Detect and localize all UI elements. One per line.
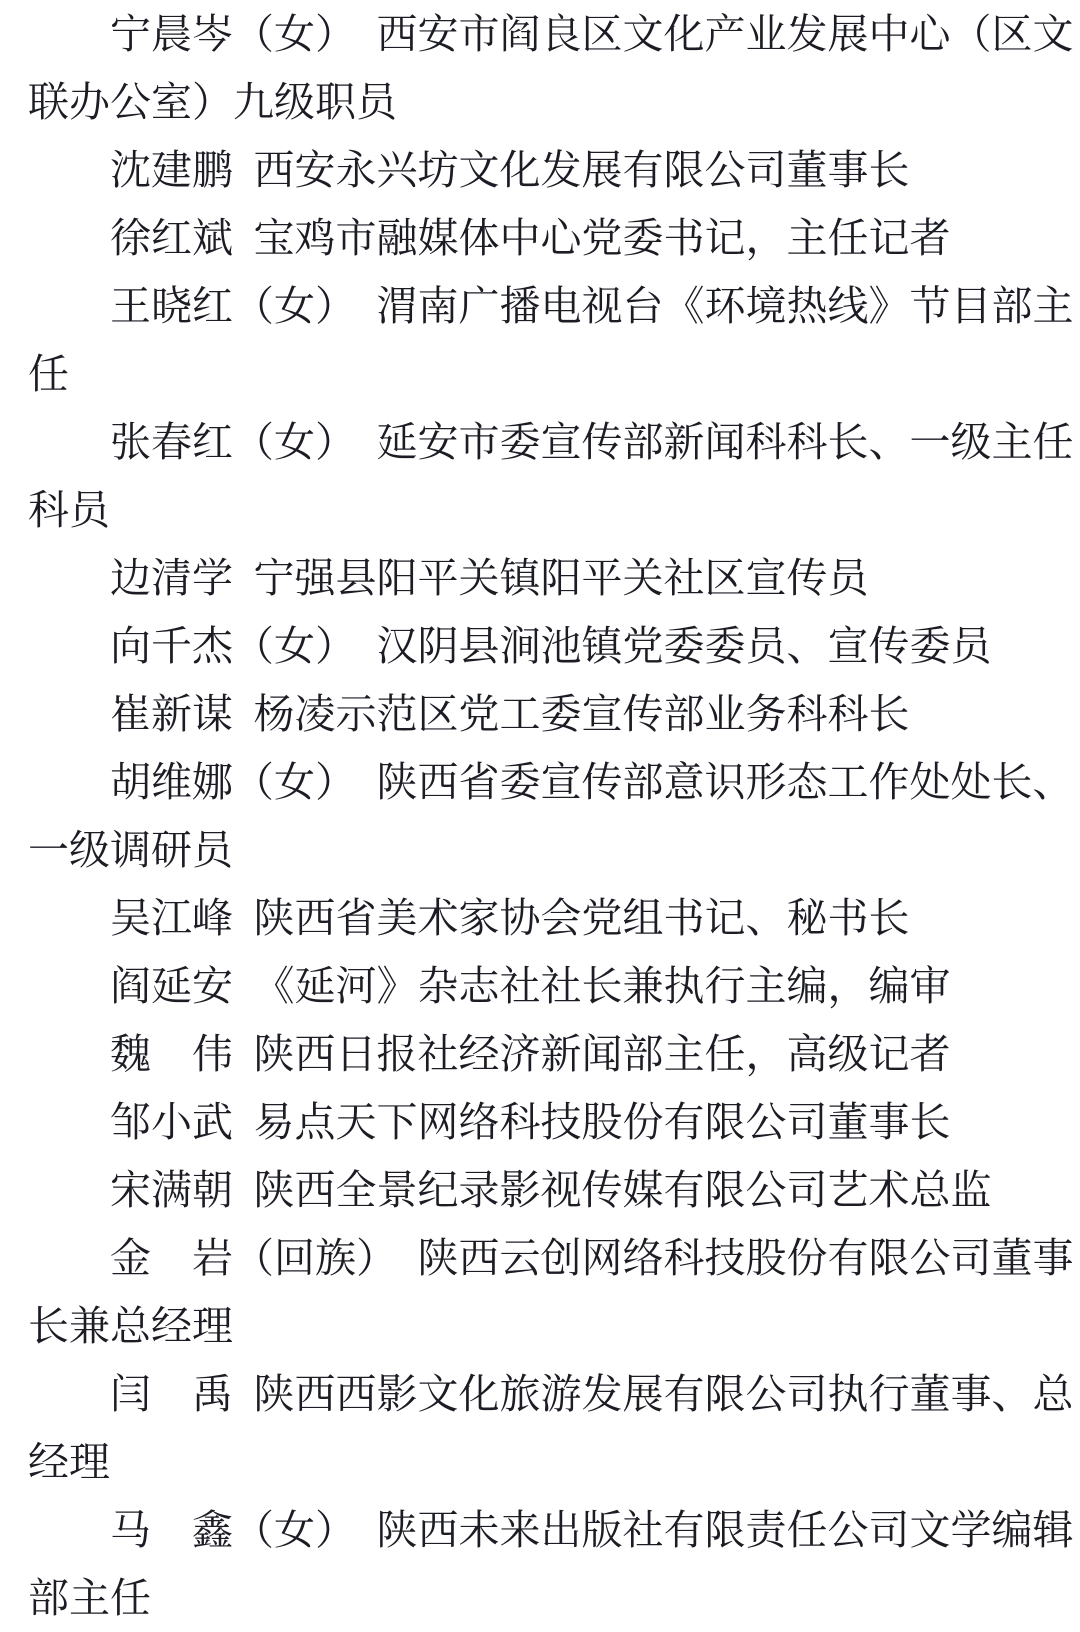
text-line: 闫 禹 陕西西影文化旅游发展有限公司执行董事、总 (28, 1371, 1074, 1417)
entry-paragraph (28, 1156, 1054, 1224)
entry-paragraph (28, 0, 1074, 136)
entry-paragraph (28, 1088, 1054, 1156)
text-line: 一级调研员 (28, 827, 233, 873)
entry-paragraph (28, 544, 1054, 612)
entry-paragraph (28, 272, 1074, 408)
text-line: 沈建鹏 西安永兴坊文化发展有限公司董事长 (28, 147, 910, 193)
text-line: 张春红（女） 延安市委宣传部新闻科科长、一级主任 (28, 419, 1074, 465)
text-line: 邹小武 易点天下网络科技股份有限公司董事长 (28, 1099, 951, 1145)
text-line: 边清学 宁强县阳平关镇阳平关社区宣传员 (28, 555, 869, 601)
text-line: 联办公室）九级职员 (28, 79, 397, 125)
text-line: 部主任 (28, 1575, 151, 1621)
text-line: 向千杰（女） 汉阴县涧池镇党委委员、宣传委员 (28, 623, 992, 669)
text-line: 吴江峰 陕西省美术家协会党组书记、秘书长 (28, 895, 910, 941)
entry-paragraph (28, 612, 1054, 680)
text-line: 长兼总经理 (28, 1303, 233, 1349)
text-line: 科员 (28, 487, 110, 533)
text-line: 胡维娜（女） 陕西省委宣传部意识形态工作处处长、 (28, 759, 1074, 805)
text-line: 崔新谋 杨凌示范区党工委宣传部业务科科长 (28, 691, 910, 737)
text-line: 王晓红（女） 渭南广播电视台《环境热线》节目部主 (28, 283, 1074, 329)
entry-paragraph (28, 748, 1074, 884)
entry-paragraph (28, 1360, 1074, 1496)
entry-paragraph (28, 204, 1054, 272)
entry-paragraph (28, 884, 1054, 952)
text-line: 经理 (28, 1439, 110, 1485)
text-line: 宁晨岑（女） 西安市阎良区文化产业发展中心（区文 (28, 11, 1074, 57)
text-line: 金 岩（回族） 陕西云创网络科技股份有限公司董事 (28, 1235, 1074, 1281)
text-line: 马 鑫（女） 陕西未来出版社有限责任公司文学编辑 (28, 1507, 1074, 1553)
entry-paragraph (28, 952, 1054, 1020)
text-line: 魏 伟 陕西日报社经济新闻部主任，高级记者 (28, 1031, 951, 1077)
text-line: 徐红斌 宝鸡市融媒体中心党委书记，主任记者 (28, 215, 951, 261)
text-line: 阎延安 《延河》杂志社社长兼执行主编，编审 (28, 963, 951, 1009)
entry-paragraph (28, 408, 1074, 544)
entry-paragraph (28, 1224, 1074, 1360)
entry-paragraph (28, 680, 1054, 748)
entry-paragraph (28, 1020, 1054, 1088)
entry-paragraph (28, 136, 1054, 204)
text-line: 宋满朝 陕西全景纪录影视传媒有限公司艺术总监 (28, 1167, 992, 1213)
text-line: 任 (28, 351, 69, 397)
entry-paragraph (28, 1496, 1074, 1632)
